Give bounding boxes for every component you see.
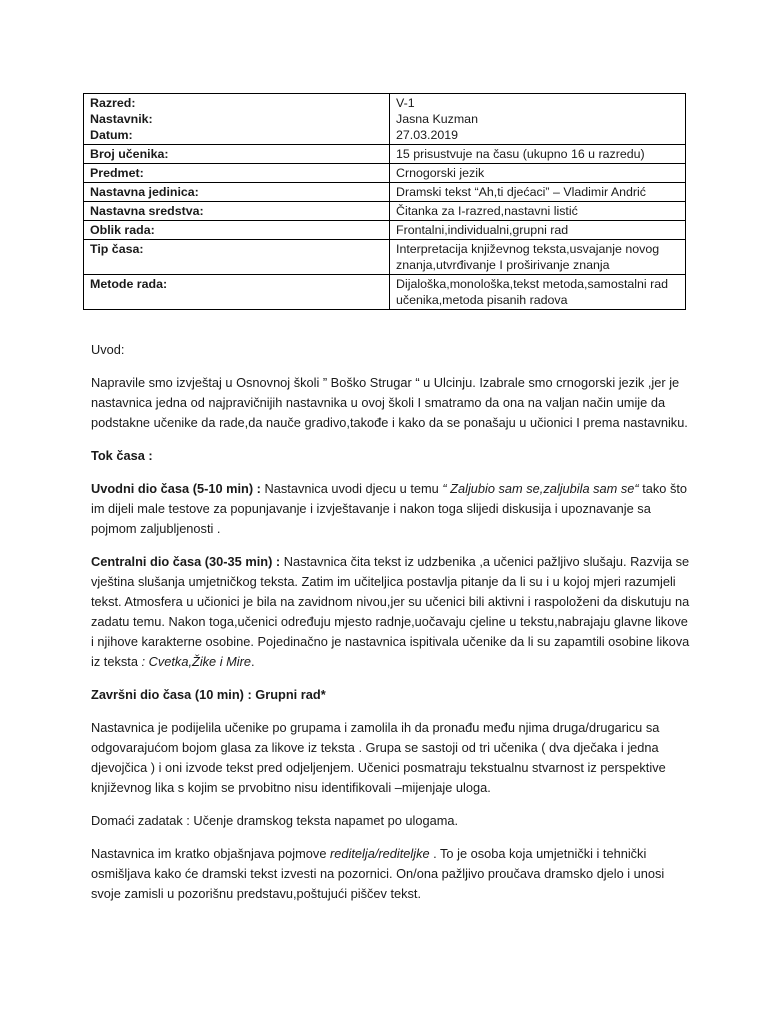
table-value-cell (390, 94, 686, 145)
field-label: Broj učenika: (90, 147, 169, 161)
field-value: Dramski tekst “Ah,ti djećaci” – Vladimir Andrić (396, 185, 646, 199)
table-row (84, 145, 686, 164)
field-value: Dijaloška,monološka,tekst metoda,samostalni rad učenika,metoda pisanih radova (396, 277, 669, 307)
table-value-cell (390, 221, 686, 240)
table-value-cell (390, 202, 686, 221)
table-label-cell (84, 202, 390, 221)
text-uvodni-italic: “ Zaljubio sam se,zaljubila sam se“ (442, 481, 639, 496)
table-label-cell (84, 164, 390, 183)
paragraph-uvodni-dio (91, 479, 691, 539)
lesson-info-table (83, 93, 686, 310)
field-value: 27.03.2019 (396, 128, 459, 142)
heading-zavrsni-dio: Završni dio časa (10 min) : Grupni rad* (91, 687, 326, 702)
field-value: Interpretacija književnog teksta,usvajanje novog znanja,utvrđivanje I proširivanje znanja (396, 242, 660, 272)
field-value: 15 prisustvuje na času (ukupno 16 u razredu) (396, 147, 645, 161)
document-body (91, 340, 691, 917)
table-value-cell (390, 240, 686, 275)
table-label-cell (84, 145, 390, 164)
paragraph-domaci-zadatak: Domaći zadatak : Učenje dramskog teksta napamet po ulogama. (91, 813, 459, 828)
paragraph-uvod: Napravile smo izvještaj u Osnovnoj školi ” Boško Strugar “ u Ulcinju. Izabrale smo crnogorski jezik ,jer je nastavnica jedna od najpravičnijih nastavnika u ovoj školi I smatramo da ona na valjan način umije da podstakne učenike da rade,da nauče gradivo,takođe i kako da se ponašaju u učionici I prema nastavniku. (91, 375, 688, 430)
table-label-cell (84, 221, 390, 240)
text-uvodni-a: Nastavnica uvodi djecu u temu (260, 481, 443, 496)
table-label-cell (84, 183, 390, 202)
field-label: Tip časa: (90, 242, 144, 256)
field-label: Datum: (90, 128, 133, 142)
table-row (84, 183, 686, 202)
field-value: Frontalni,individualni,grupni rad (396, 223, 569, 237)
label-centralni-dio: Centralni dio časa (30-35 min) : (91, 554, 281, 569)
table-row (84, 202, 686, 221)
field-value: Crnogorski jezik (396, 166, 485, 180)
field-label: Metode rada: (90, 277, 168, 291)
field-label: Nastavnik: (90, 112, 153, 126)
label-uvodni-dio: Uvodni dio časa (5-10 min) : (91, 481, 261, 496)
paragraph-centralni-dio (91, 552, 691, 672)
field-label: Nastavna sredstva: (90, 204, 204, 218)
text-last-a: Nastavnica im kratko objašnjava pojmove (91, 846, 330, 861)
table-value-cell (390, 183, 686, 202)
field-value: Čitanka za I-razred,nastavni listić (396, 204, 578, 218)
heading-uvod: Uvod: (91, 342, 125, 357)
table-row (84, 221, 686, 240)
table-row (84, 240, 686, 275)
table-row (84, 164, 686, 183)
table-label-cell (84, 240, 390, 275)
text-centralni-end: . (251, 654, 255, 669)
text-last-b: . To je osoba koja umjetnički i tehnički osmišljava kako će dramski tekst izvesti na pozornici. On/ona pažljivo proučava dramsko djelo i unosi svoje zamisli u pozorišnu predstavu,poštujući piščev tekst. (91, 846, 665, 901)
table-value-cell (390, 275, 686, 310)
field-label: Razred: (90, 96, 136, 110)
text-last-italic: reditelja/rediteljke (330, 846, 430, 861)
field-value: Jasna Kuzman (396, 112, 478, 126)
table-label-cell (84, 275, 390, 310)
field-value: V-1 (396, 96, 415, 110)
field-label: Nastavna jedinica: (90, 185, 199, 199)
paragraph-zavrsni: Nastavnica je podijelila učenike po grupama i zamolila ih da pronađu među njima druga/drugaricu sa odgovarajućom bojom glasa za likove iz teksta . Grupa se sastoji od tri učenika ( dva dječaka i jedna djevojčica ) i oni izvode tekst pred odjeljenjem. Učenici posmatraju tekstualnu stvarnost iz perspektive književnog lika s kojim se prvobitno nisu identifikovali –mijenjaje uloga. (91, 720, 666, 795)
paragraph-reditelj (91, 844, 691, 904)
text-centralni: Nastavnica čita tekst iz udzbenika ,a učenici pažljivo slušaju. Razvija se vještina slušanja umjetničkog teksta. Zatim im učiteljica postavlja pitanje da li su i u kojoj mjeri razumjeli tekst. Atmosfera u učionici je bila na zavidnom nivou,jer su učenici bili aktivni i raspoloženi da diskutuju na zadatu temu. Nakon toga,učenici određuju mjesto radnje,uočavaju cjeline u tekstu,nabrajaju glavne likove i njihove karakterne osobine. Pojedinačno je nastavnica ispitivala učenike da li su zapamtili osobine likova iz teksta (91, 554, 690, 669)
text-uvodni-b: tako što im dijeli male testove za popunjavanje i izvještavanje i nakon toga slijedi diskusija i upoznavanje sa pojmom zaljubljenosti . (91, 481, 688, 536)
table-label-cell (84, 94, 390, 145)
table-row (84, 94, 686, 145)
table-row (84, 275, 686, 310)
table-value-cell (390, 164, 686, 183)
field-label: Oblik rada: (90, 223, 155, 237)
heading-tok-casa: Tok časa : (91, 448, 153, 463)
field-label: Predmet: (90, 166, 144, 180)
table-value-cell (390, 145, 686, 164)
text-centralni-italic: : Cvetka,Žike i Mire (137, 654, 252, 669)
